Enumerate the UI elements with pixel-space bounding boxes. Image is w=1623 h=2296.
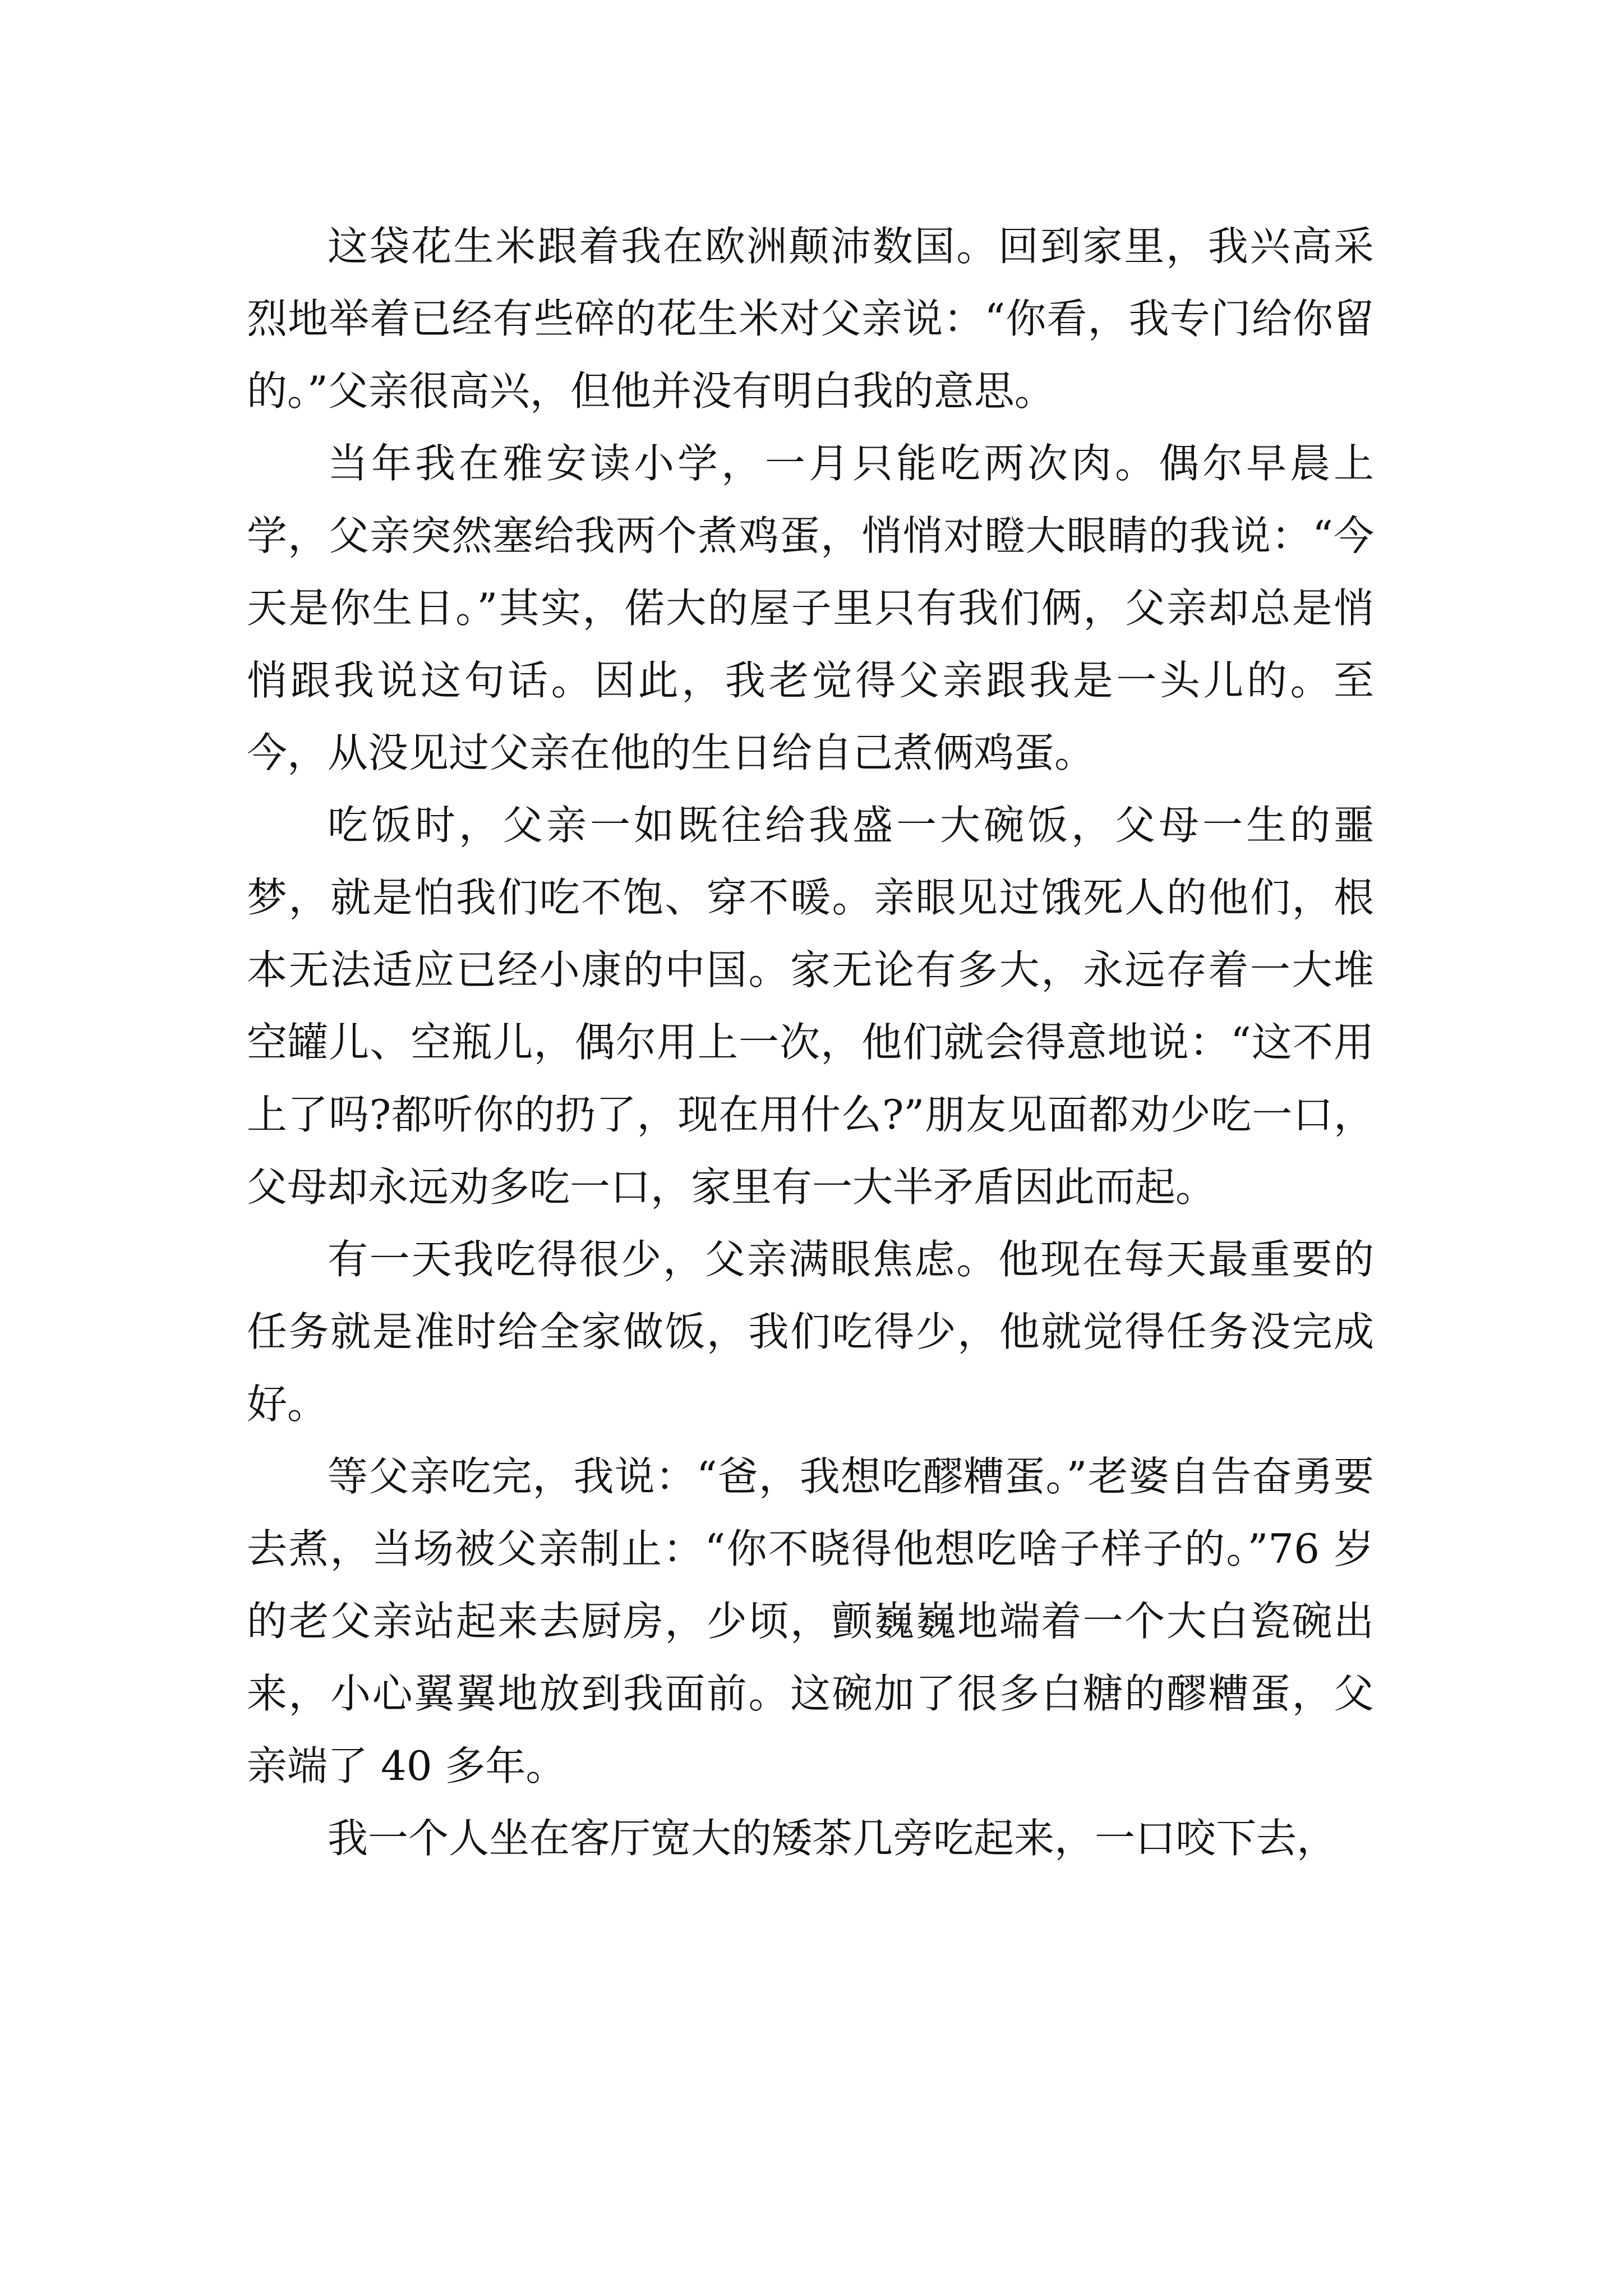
document-body [247, 210, 1374, 1875]
paragraph-1: 这袋花生米跟着我在欧洲颠沛数国。回到家里，我兴高采烈地举着已经有些碎的花生米对父亲说：“你看，我专门给你留的。”父亲很高兴，但他并没有明白我的意思。 [247, 223, 1374, 415]
paragraph-4: 有一天我吃得很少，父亲满眼焦虑。他现在每天最重要的任务就是准时给全家做饭，我们吃得少，他就觉得任务没完成好。 [247, 1236, 1374, 1428]
paragraph-3: 吃饭时，父亲一如既往给我盛一大碗饭，父母一生的噩梦，就是怕我们吃不饱、穿不暖。亲眼见过饿死人的他们，根本无法适应已经小康的中国。家无论有多大，永远存着一大堆空罐儿、空瓶儿，偶尔用上一次，他们就会得意地说：“这不用上了吗?都听你的扔了，现在用什么?”朋友见面都劝少吃一口，父母却永远劝多吃一口，家里有一大半矛盾因此而起。 [247, 802, 1374, 1211]
paragraph-2: 当年我在雅安读小学，一月只能吃两次肉。偶尔早晨上学，父亲突然塞给我两个煮鸡蛋，悄悄对瞪大眼睛的我说：“今天是你生日。”其实，偌大的屋子里只有我们俩，父亲却总是悄悄跟我说这句话。因此，我老觉得父亲跟我是一头儿的。至今，从没见过父亲在他的生日给自己煮俩鸡蛋。 [247, 440, 1374, 776]
paragraph-6: 我一个人坐在客厅宽大的矮茶几旁吃起来，一口咬下去， [328, 1815, 1338, 1862]
paragraph-5: 等父亲吃完，我说：“爸，我想吃醪糟蛋。”老婆自告奋勇要去煮，当场被父亲制止：“你不晓得他想吃啥子样子的。”76 岁的老父亲站起来去厨房，少顷，颤巍巍地端着一个大白瓷碗出来，小心翼翼地放到我面前。这碗加了很多白糖的醪糟蛋，父亲端了 40 多年。 [247, 1453, 1374, 1789]
